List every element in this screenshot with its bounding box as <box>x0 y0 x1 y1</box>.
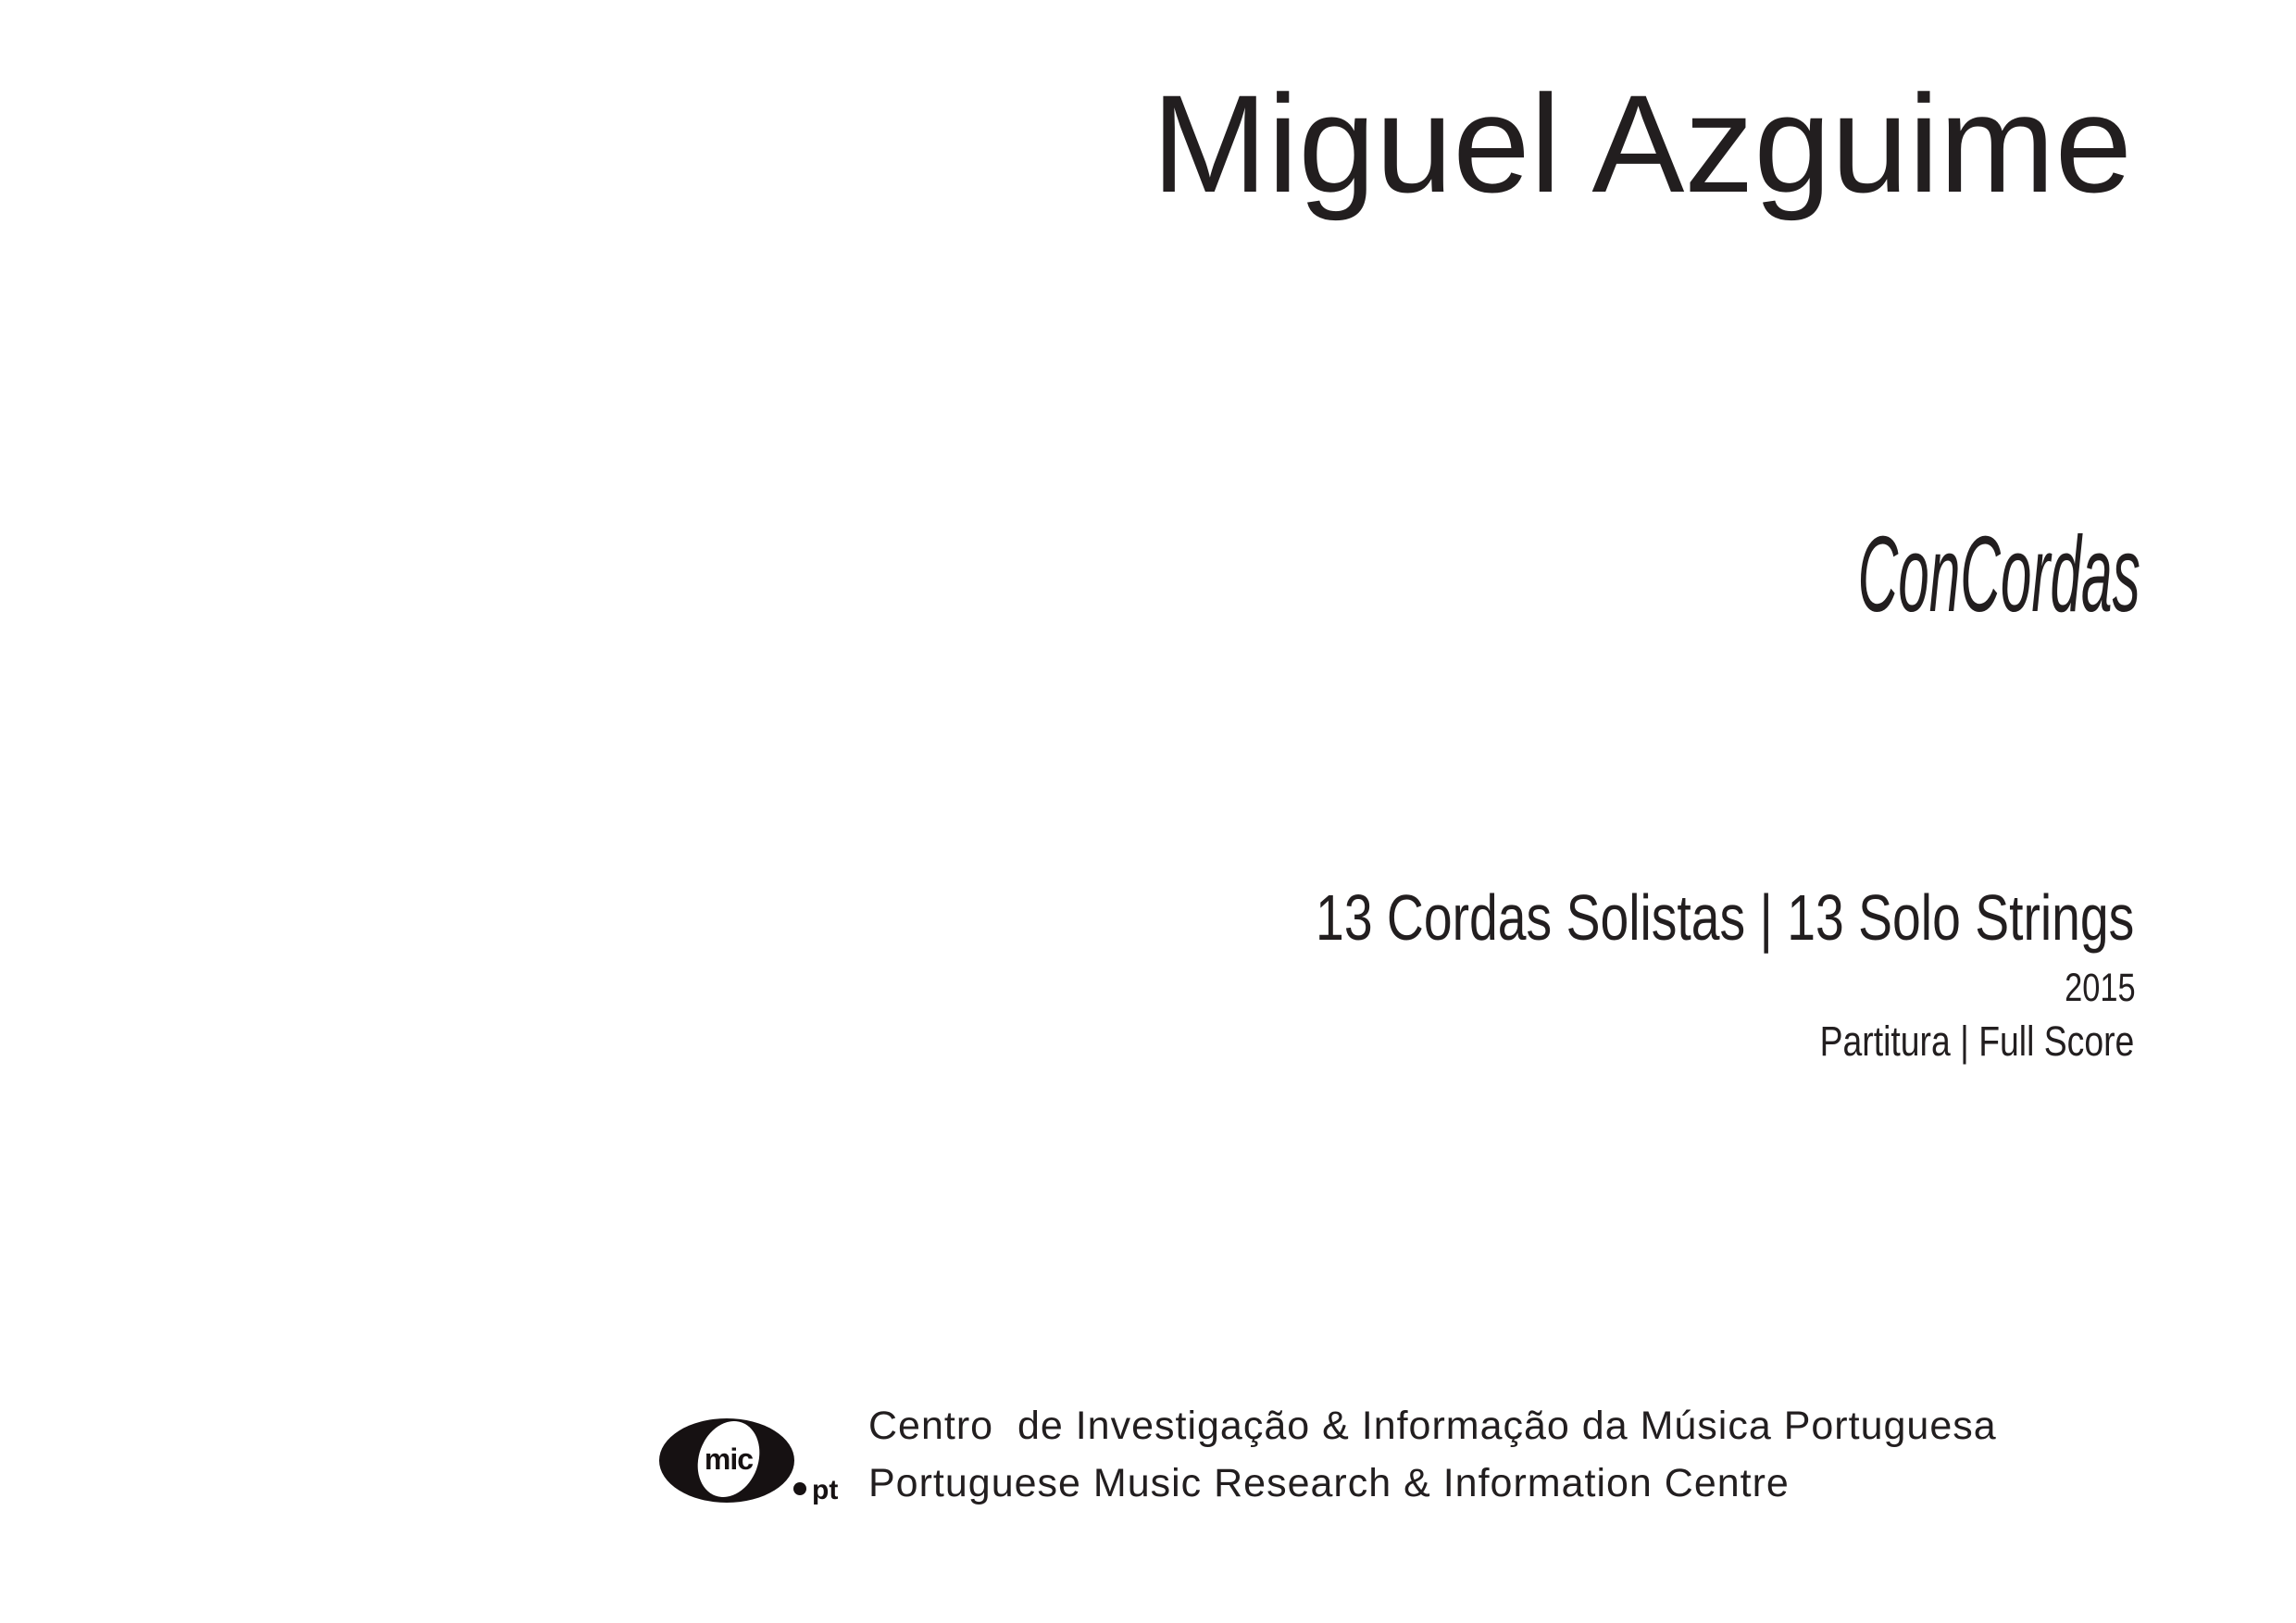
composer-name: Miguel Azguime <box>1152 66 2132 221</box>
mic-logo-domain: pt <box>812 1475 839 1505</box>
edition-line: Partitura | Full Score <box>1819 1017 2134 1065</box>
publisher-name-pt: Centro de Investigação & Informação da Música Portuguesa <box>868 1404 1997 1448</box>
logo-dot-icon <box>793 1482 806 1495</box>
instrumentation-line: 13 Cordas Solistas | 13 Solo Strings <box>1315 881 2134 954</box>
composition-year: 2015 <box>2065 966 2136 1010</box>
mic-logo-text: mic <box>704 1442 754 1476</box>
work-title: ConCordas <box>1857 514 2140 634</box>
publisher-name-en: Portuguese Music Research & Information Centre <box>868 1461 1790 1505</box>
